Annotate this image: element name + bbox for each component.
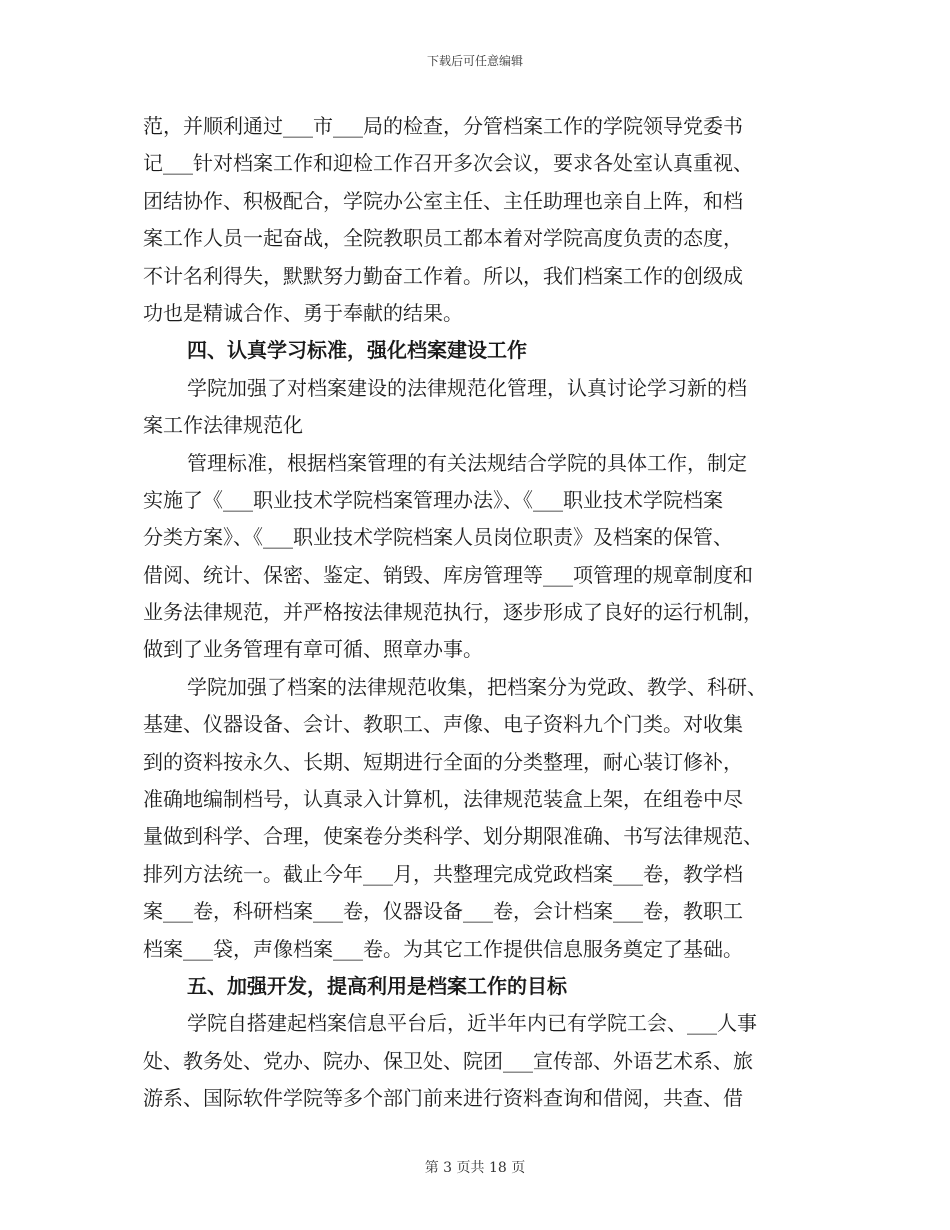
text-line: 排列方法统一。截止今年___月，共整理完成党政档案___卷，教学档 [143,861,743,886]
text-line: 游系、国际软件学院等多个部门前来进行资料查询和借阅，共查、借 [143,1086,743,1111]
text-line: 案___卷，科研档案___卷，仪器设备___卷，会计档案___卷，教职工 [143,899,743,924]
text-line: 团结协作、积极配合，学院办公室主任、主任助理也亲自上阵，和档 [143,188,743,213]
text-line: 分类方案》、《___职业技术学院档案人员岗位职责》及档案的保管、 [143,525,733,550]
text-line: 业务法律规范，并严格按法律规范执行，逐步形成了良好的运行机制， [143,600,763,625]
text-line: 学院加强了对档案建设的法律规范化管理，认真讨论学习新的档 [187,375,747,400]
text-line: 借阅、统计、保密、鉴定、销毁、库房管理等___项管理的规章制度和 [143,562,753,587]
section-heading: 四、认真学习标准，强化档案建设工作 [187,338,527,363]
text-line: 做到了业务管理有章可循、照章办事。 [143,637,483,662]
text-line: 档案___袋，声像档案___卷。为其它工作提供信息服务奠定了基础。 [143,936,743,961]
text-line: 不计名利得失，默默努力勤奋工作着。所以，我们档案工作的创级成 [143,263,743,288]
page-header: 下载后可任意编辑 [426,54,523,68]
text-line: 案工作人员一起奋战，全院教职员工都本着对学院高度负责的态度， [143,226,743,251]
section-heading: 五、加强开发，提高利用是档案工作的目标 [187,973,567,998]
text-line: 学院加强了档案的法律规范收集，把档案分为党政、教学、科研、 [187,674,767,699]
text-line: 实施了《___职业技术学院档案管理办法》、《___职业技术学院档案 [143,487,723,512]
page-footer: 第 3 页共 18 页 [424,1160,526,1176]
text-line: 处、教务处、党办、院办、保卫处、院团___宣传部、外语艺术系、旅 [143,1048,753,1073]
document-body [143,108,811,1118]
text-line: 管理标准，根据档案管理的有关法规结合学院的具体工作，制定 [187,450,747,475]
text-line: 功也是精诚合作、勇于奉献的结果。 [143,300,463,325]
text-line: 范，并顺利通过___市___局的检查，分管档案工作的学院领导党委书 [143,114,743,138]
text-line: 学院自搭建起档案信息平台后，近半年内已有学院工会、___人事 [187,1011,757,1036]
text-line: 基建、仪器设备、会计、教职工、声像、电子资料九个门类。对收集 [143,712,743,737]
text-line: 量做到科学、合理，使案卷分类科学、划分期限准确、书写法律规范、 [143,824,763,849]
text-line: 记___针对档案工作和迎检工作召开多次会议，要求各处室认真重视、 [143,151,753,176]
text-line: 到的资料按永久、长期、短期进行全面的分类整理，耐心装订修补， [143,749,743,774]
text-line: 案工作法律规范化 [143,413,303,438]
text-line: 准确地编制档号，认真录入计算机，法律规范装盒上架，在组卷中尽 [143,787,743,812]
